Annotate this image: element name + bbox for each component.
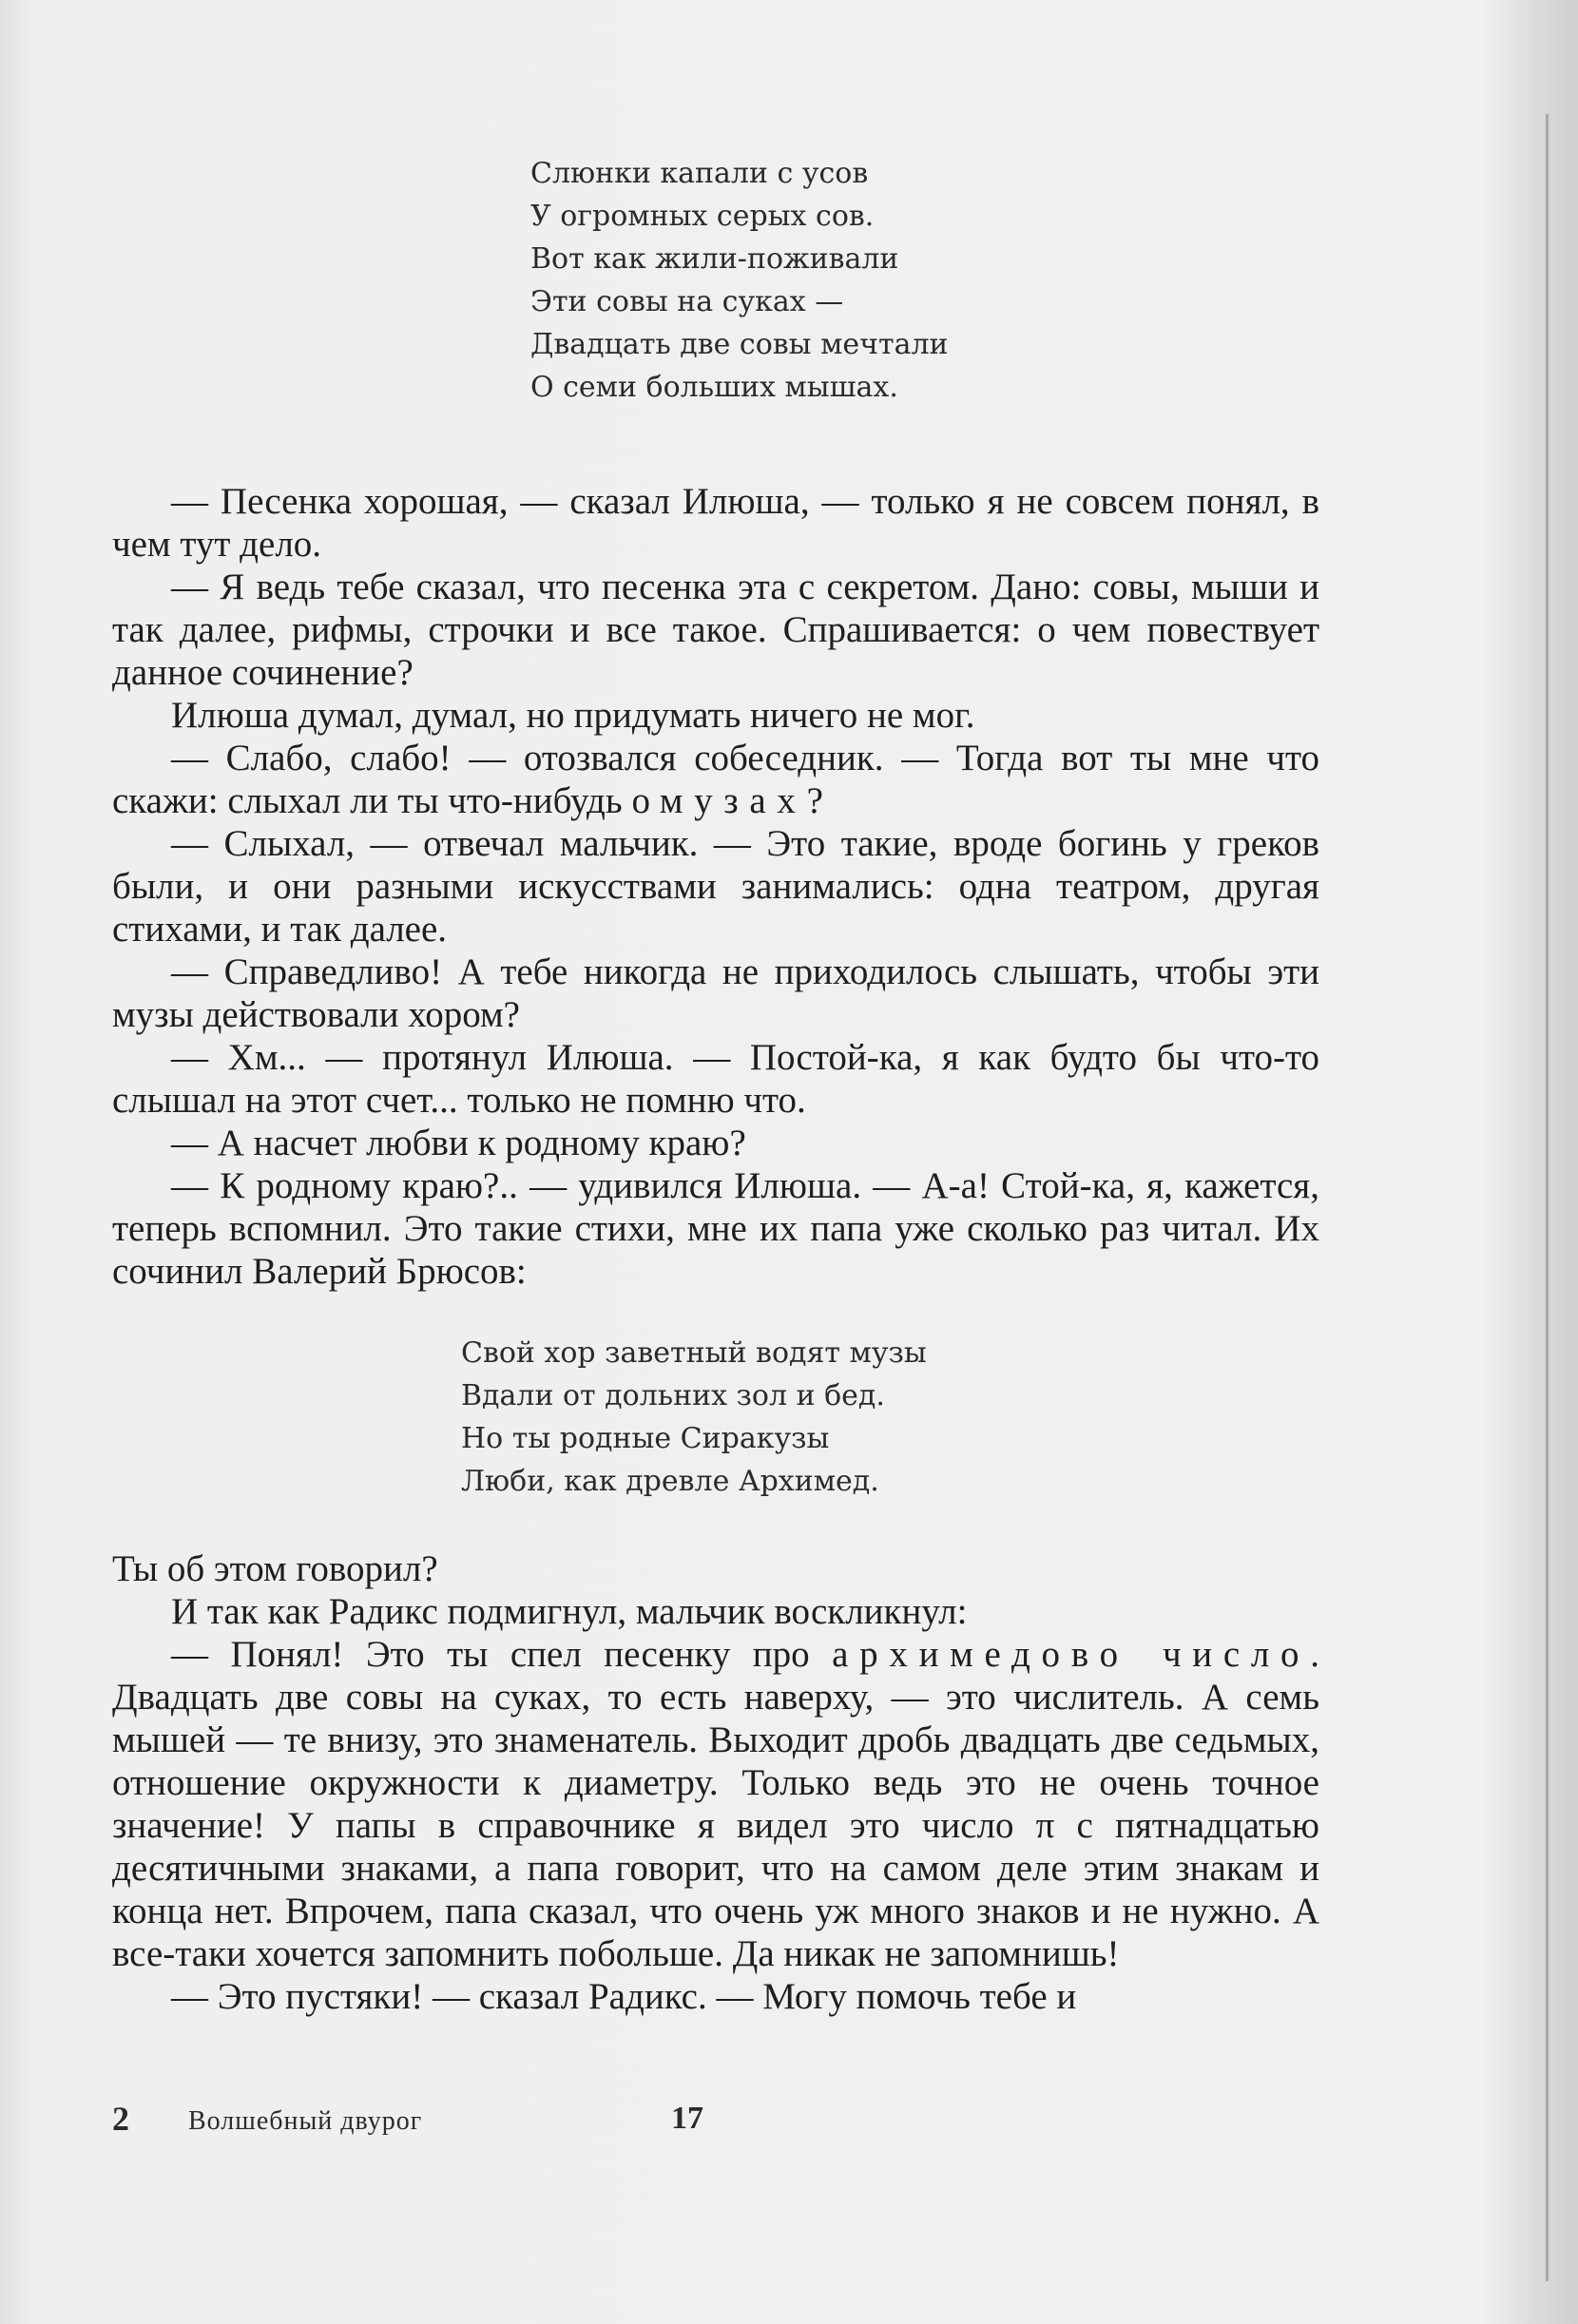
paragraph: — Это пустяки! — сказал Радикс. — Могу помочь тебе и: [171, 1976, 1077, 2017]
poem-owls: [530, 152, 949, 409]
page-edge-shadow: [1546, 114, 1549, 2281]
paragraph: [112, 1633, 1319, 1975]
poem-bryusov: [461, 1332, 927, 1503]
page-number: 17: [671, 2101, 703, 2136]
poem-line: У огромных серых сов.: [530, 200, 875, 233]
paragraph: И так как Радикс подмигнул, мальчик воскликнул:: [171, 1591, 968, 1632]
dialogue-block-1: [112, 480, 1319, 1293]
punctuation: ?: [806, 780, 823, 821]
paragraph-text: — Понял! Это ты спел песенку про: [171, 1634, 833, 1675]
poem-line: Люби, как древле Архимед.: [461, 1465, 879, 1498]
poem-line: Вот как жили-поживали: [530, 242, 899, 276]
paragraph: [112, 737, 1319, 822]
emphasized-word: архимедово число: [832, 1634, 1311, 1675]
paragraph: — К родному краю?.. — удивился Илюша. — А-а! Стой-ка, я, кажется, теперь вспомнил. Это такие стихи, мне их папа уже сколько раз читал. Их сочинил Валерий Брюсов:: [112, 1165, 1319, 1292]
poem-line: О семи больших мышах.: [530, 371, 898, 404]
book-title: Волшебный двурог: [188, 2106, 423, 2136]
poem-line: Свой хор заветный водят музы: [461, 1336, 927, 1370]
emphasized-word: музах: [659, 780, 807, 821]
paragraph: — Справедливо! А тебе никогда не приходилось слышать, чтобы эти музы действовали хором?: [112, 951, 1319, 1035]
poem-line: Эти совы на суках —: [530, 285, 844, 318]
paragraph: Илюша думал, думал, но придумать ничего не мог.: [171, 695, 975, 736]
signature-mark: 2: [112, 2100, 129, 2138]
paragraph: — Я ведь тебе сказал, что песенка эта с секретом. Дано: совы, мыши и так далее, рифмы, строчки и все такое. Спрашивается: о чем повествует данное сочинение?: [112, 567, 1319, 693]
poem-line: Но ты родные Сиракузы: [461, 1422, 830, 1455]
paragraph-text: — Слабо, слабо! — отозвался собеседник. — Тогда вот ты мне что скажи: слыхал ли ты что-нибудь о: [112, 738, 1319, 821]
dialogue-block-2: [112, 1547, 1319, 2018]
poem-line: Вдали от дольних зол и бед.: [461, 1379, 885, 1412]
page-footer: [112, 2099, 778, 2146]
poem-line: Слюнки капали с усов: [530, 157, 869, 190]
poem-line: Двадцать две совы мечтали: [530, 328, 949, 361]
paragraph: — А насчет любви к родному краю?: [171, 1123, 746, 1163]
paragraph: Ты об этом говорил?: [112, 1548, 438, 1589]
paragraph: — Песенка хорошая, — сказал Илюша, — только я не совсем понял, в чем тут дело.: [112, 481, 1319, 565]
paragraph: — Хм... — протянул Илюша. — Постой-ка, я как будто бы что-то слышал на этот счет... только не помню что.: [112, 1037, 1319, 1121]
paragraph-text: . Двадцать две совы на суках, то есть наверху, — это числитель. А семь мышей — те внизу, это знаменатель. Выходит дробь двадцать две седьмых, отношение окружности к диаметру. Только ведь это не очень точное значение! У папы в справочнике я видел это число π с пятнадцатью десятичными знаками, а папа говорит, что на самом деле этим знакам и конца нет. Впрочем, папа сказал, что очень уж много знаков и не нужно. А все-таки хочется запомнить побольше. Да никак не запомнишь!: [112, 1634, 1319, 1974]
paragraph: — Слыхал, — отвечал мальчик. — Это такие, вроде богинь у греков были, и они разными искусствами занимались: одна театром, другая стихами, и так далее.: [112, 823, 1319, 950]
